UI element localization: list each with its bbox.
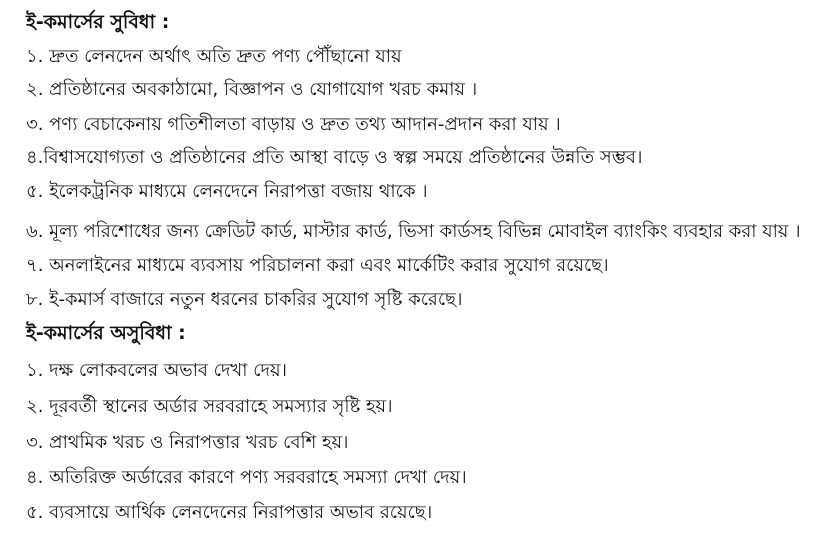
disadvantage-item-2: ২. দূরবর্তী স্থানের অর্ডার সরবরাহে সমস্যার সৃষ্টি হয়।: [26, 396, 393, 417]
advantage-item-4: ৪.বিশ্বাসযোগ্যতা ও প্রতিষ্ঠানের প্রতি আস্থা বাড়ে ও স্বল্প সময়ে প্রতিষ্ঠানের উন্নতি সম্ভব।: [26, 147, 643, 168]
advantage-item-5: ৫. ইলেকট্রনিক মাধ্যমে লেনদেনে নিরাপত্তা বজায় থাকে ।: [26, 181, 428, 202]
advantage-item-7: ৭. অনলাইনের মাধ্যমে ব্যবসায় পরিচালনা করা এবং মার্কেটিং করার সুযোগ রয়েছে।: [26, 255, 609, 276]
advantage-item-1: ১. দ্রুত লেনদেন অর্থাৎ অতি দ্রুত পণ্য পৌঁছানো যায়: [26, 46, 402, 67]
advantage-item-2: ২. প্রতিষ্ঠানের অবকাঠামো, বিজ্ঞাপন ও যোগাযোগ খরচ কমায় ।: [26, 79, 478, 100]
advantage-item-8: ৮. ই-কমার্স বাজারে নতুন ধরনের চাকরির সুযোগ সৃষ্টি করেছে।: [26, 289, 463, 310]
disadvantage-item-4: ৪. অতিরিক্ত অর্ডারের কারণে পণ্য সরবরাহে সমস্যা দেখা দেয়।: [26, 467, 467, 488]
advantage-item-3: ৩. পণ্য বেচাকেনায় গতিশীলতা বাড়ায় ও দ্রুত তথ্য আদান-প্রদান করা যায় ।: [26, 114, 561, 135]
document-page: [26, 0, 806, 549]
disadvantage-item-5: ৫. ব্যবসায়ে আর্থিক লেনদেনের নিরাপত্তার অভাব রয়েছে।: [26, 502, 433, 523]
advantages-heading: ই-কমার্সের সুবিধা :: [26, 11, 170, 33]
advantage-item-6: ৬. মূল্য পরিশোধের জন্য ক্রেডিট কার্ড, মাস্টার কার্ড, ভিসা কার্ডসহ বিভিন্ন মোবাইল ব্যাংকিং ব্যবহার করা যায় ।: [26, 221, 801, 242]
disadvantages-heading: ই-কমার্সের অসুবিধা :: [26, 322, 186, 344]
disadvantage-item-3: ৩. প্রাথমিক খরচ ও নিরাপত্তার খরচ বেশি হয়।: [26, 432, 349, 453]
disadvantage-item-1: ১. দক্ষ লোকবলের অভাব দেখা দেয়।: [26, 360, 287, 381]
